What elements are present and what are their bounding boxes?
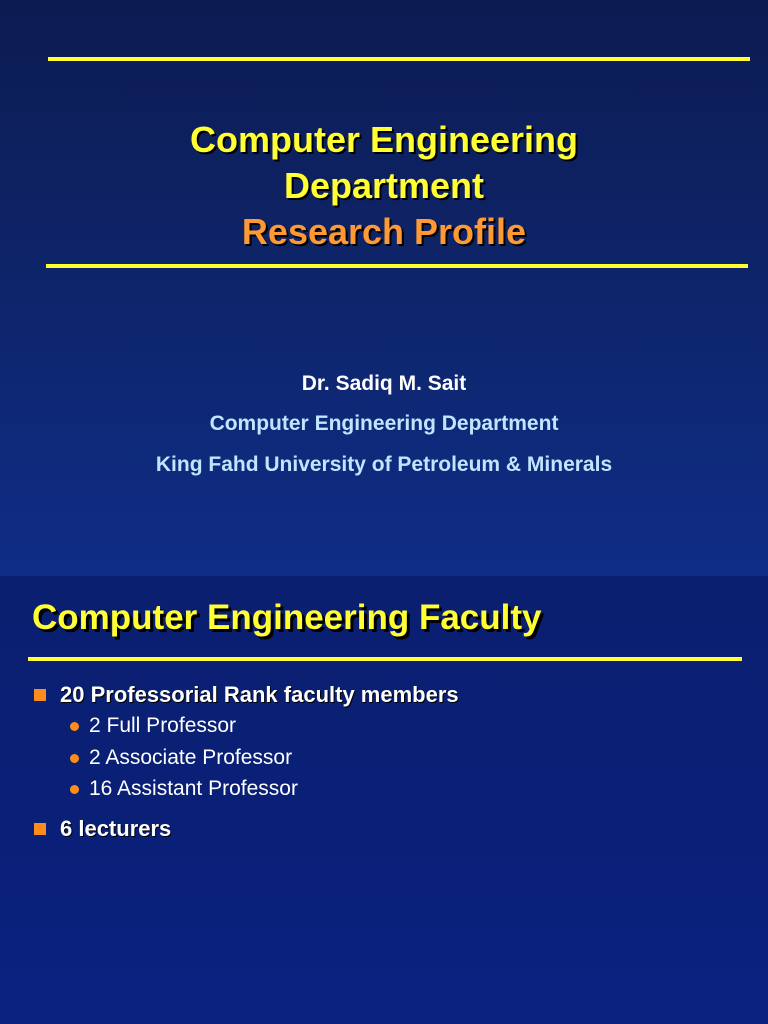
bullet-item xyxy=(34,682,459,708)
slide-subtitle: Research Profile xyxy=(241,211,527,252)
title-divider xyxy=(28,657,742,661)
round-bullet-icon xyxy=(70,785,79,794)
bottom-divider xyxy=(46,264,748,268)
university-name: King Fahd University of Petroleum & Minerals xyxy=(155,453,613,476)
sub-bullet-label: 16 Assistant Professor xyxy=(89,777,298,800)
sub-bullet-item xyxy=(70,714,236,738)
sub-bullet-label: 2 Associate Professor xyxy=(89,746,293,769)
round-bullet-icon xyxy=(70,722,79,731)
square-bullet-icon xyxy=(34,823,46,835)
slide-title-line-2: Department xyxy=(283,165,485,206)
slide-title-line-1: Computer Engineering xyxy=(189,119,579,160)
round-bullet-icon xyxy=(70,754,79,763)
department-name: Computer Engineering Department xyxy=(209,412,559,435)
sub-bullet-item xyxy=(70,777,298,801)
sub-bullet-item xyxy=(70,746,292,770)
square-bullet-icon xyxy=(34,689,46,701)
sub-bullet-label: 2 Full Professor xyxy=(89,714,237,737)
bullet-label: 20 Professorial Rank faculty members xyxy=(60,682,459,707)
faculty-slide xyxy=(0,576,768,1024)
bullet-label: 6 lecturers xyxy=(60,816,172,841)
author-name: Dr. Sadiq M. Sait xyxy=(301,372,467,395)
top-divider xyxy=(48,57,750,61)
slide-title: Computer Engineering Faculty xyxy=(32,598,542,637)
bullet-item xyxy=(34,816,171,842)
